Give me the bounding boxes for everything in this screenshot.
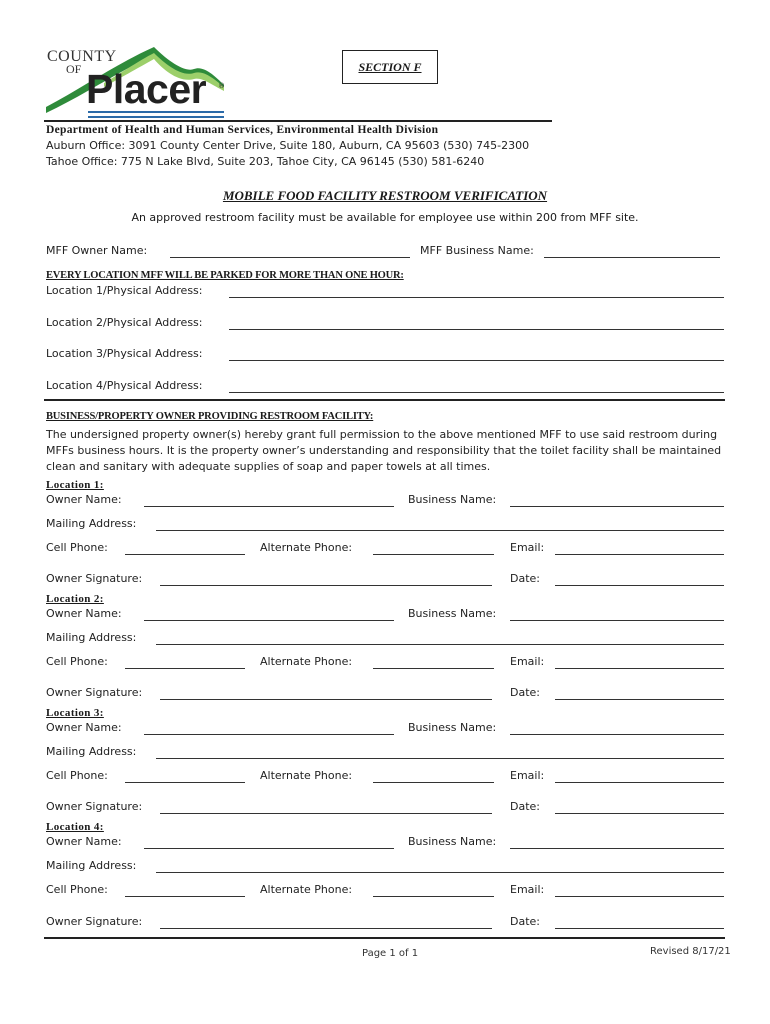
auburn-office: Auburn Office: 3091 County Center Drive, Suite 180, Auburn, CA 95603 (530) 745-2300 (46, 139, 530, 152)
department-name: Department of Health and Human Services, Environmental Health Division (46, 124, 439, 136)
owner-name-label: Owner Name: (46, 493, 122, 506)
alternate-phone-label: Alternate Phone: (260, 769, 353, 782)
page-number: Page 1 of 1 (362, 948, 419, 959)
mailing-address-label: Mailing Address: (46, 859, 137, 872)
date-field[interactable] (555, 699, 724, 700)
owner-signature-label: Owner Signature: (46, 686, 143, 699)
business-name-label: Business Name: (408, 835, 497, 848)
cell-phone-label: Cell Phone: (46, 769, 108, 782)
mailing-address-field[interactable] (156, 872, 724, 873)
form-subtitle: An approved restroom facility must be available for employee use within 200 from MFF site. (131, 211, 639, 224)
date-field[interactable] (555, 928, 724, 929)
footer-divider (44, 937, 725, 939)
permission-statement: The undersigned property owner(s) hereby grant full permission to the above mentioned MFF to use said restroom during MFFs business hours. It is the property owner’s understanding and responsibility that the toilet facility shall be maintained clean and sanitary with adequate supplies of soap and paper towels at all times. (46, 428, 722, 473)
alternate-phone-field[interactable] (373, 896, 494, 897)
owner-name-label: Owner Name: (46, 835, 122, 848)
logo-registered-mark: ® (218, 82, 225, 90)
form-title: MOBILE FOOD FACILITY RESTROOM VERIFICATION (222, 188, 548, 203)
date-field[interactable] (555, 585, 724, 586)
address-field-1[interactable] (229, 297, 724, 298)
mailing-address-field[interactable] (156, 644, 724, 645)
mff-business-label: MFF Business Name: (420, 244, 534, 257)
alternate-phone-label: Alternate Phone: (260, 541, 353, 554)
section-divider (44, 399, 725, 401)
address-label-3: Location 3/Physical Address: (46, 347, 203, 360)
location-1-heading: Location 1: (46, 479, 104, 491)
location-4-heading: Location 4: (46, 821, 104, 833)
location-3-heading: Location 3: (46, 707, 104, 719)
email-label: Email: (510, 883, 545, 896)
email-field[interactable] (555, 782, 724, 783)
address-label-2: Location 2/Physical Address: (46, 316, 203, 329)
section-label: SECTION F (342, 50, 438, 84)
owner-signature-label: Owner Signature: (46, 915, 143, 928)
business-name-label: Business Name: (408, 493, 497, 506)
owner-name-label: Owner Name: (46, 721, 122, 734)
tahoe-office: Tahoe Office: 775 N Lake Blvd, Suite 203, Tahoe City, CA 96145 (530) 581-6240 (46, 155, 485, 168)
cell-phone-label: Cell Phone: (46, 883, 108, 896)
owner-name-field[interactable] (144, 848, 394, 849)
business-name-field[interactable] (510, 734, 724, 735)
alternate-phone-label: Alternate Phone: (260, 883, 353, 896)
logo-placer-text: Placer (86, 66, 207, 112)
business-name-field[interactable] (510, 506, 724, 507)
alternate-phone-label: Alternate Phone: (260, 655, 353, 668)
cell-phone-field[interactable] (125, 668, 245, 669)
mailing-address-label: Mailing Address: (46, 517, 137, 530)
owner-name-field[interactable] (144, 734, 394, 735)
logo-county-text: COUNTY (47, 48, 117, 65)
owner-signature-label: Owner Signature: (46, 800, 143, 813)
cell-phone-field[interactable] (125, 554, 245, 555)
owner-name-field[interactable] (144, 620, 394, 621)
owner-signature-field[interactable] (160, 699, 492, 700)
locations-heading: EVERY LOCATION MFF WILL BE PARKED FOR MORE THAN ONE HOUR: (46, 270, 404, 281)
revised-date: Revised 8/17/21 (650, 946, 731, 957)
email-label: Email: (510, 655, 545, 668)
owner-signature-label: Owner Signature: (46, 572, 143, 585)
mailing-address-label: Mailing Address: (46, 745, 137, 758)
date-label: Date: (510, 572, 540, 585)
date-label: Date: (510, 686, 540, 699)
address-label-1: Location 1/Physical Address: (46, 284, 203, 297)
mailing-address-field[interactable] (156, 530, 724, 531)
business-name-label: Business Name: (408, 721, 497, 734)
owner-name-label: Owner Name: (46, 607, 122, 620)
logo-of-text: OF (66, 62, 82, 76)
date-label: Date: (510, 800, 540, 813)
cell-phone-label: Cell Phone: (46, 541, 108, 554)
business-name-field[interactable] (510, 848, 724, 849)
business-name-label: Business Name: (408, 607, 497, 620)
email-field[interactable] (555, 668, 724, 669)
owner-name-field[interactable] (144, 506, 394, 507)
header-divider (44, 120, 552, 122)
email-label: Email: (510, 541, 545, 554)
address-field-3[interactable] (229, 360, 724, 361)
mff-owner-field[interactable] (170, 257, 410, 258)
mff-owner-label: MFF Owner Name: (46, 244, 148, 257)
email-field[interactable] (555, 896, 724, 897)
owner-signature-field[interactable] (160, 585, 492, 586)
date-label: Date: (510, 915, 540, 928)
email-label: Email: (510, 769, 545, 782)
alternate-phone-field[interactable] (373, 668, 494, 669)
cell-phone-field[interactable] (125, 896, 245, 897)
owner-signature-field[interactable] (160, 928, 492, 929)
alternate-phone-field[interactable] (373, 782, 494, 783)
email-field[interactable] (555, 554, 724, 555)
address-field-4[interactable] (229, 392, 724, 393)
address-field-2[interactable] (229, 329, 724, 330)
business-owner-heading: BUSINESS/PROPERTY OWNER PROVIDING RESTROOM FACILITY: (46, 411, 374, 422)
address-label-4: Location 4/Physical Address: (46, 379, 203, 392)
mff-business-field[interactable] (544, 257, 720, 258)
cell-phone-label: Cell Phone: (46, 655, 108, 668)
date-field[interactable] (555, 813, 724, 814)
business-name-field[interactable] (510, 620, 724, 621)
mailing-address-field[interactable] (156, 758, 724, 759)
cell-phone-field[interactable] (125, 782, 245, 783)
alternate-phone-field[interactable] (373, 554, 494, 555)
location-2-heading: Location 2: (46, 593, 104, 605)
mailing-address-label: Mailing Address: (46, 631, 137, 644)
owner-signature-field[interactable] (160, 813, 492, 814)
